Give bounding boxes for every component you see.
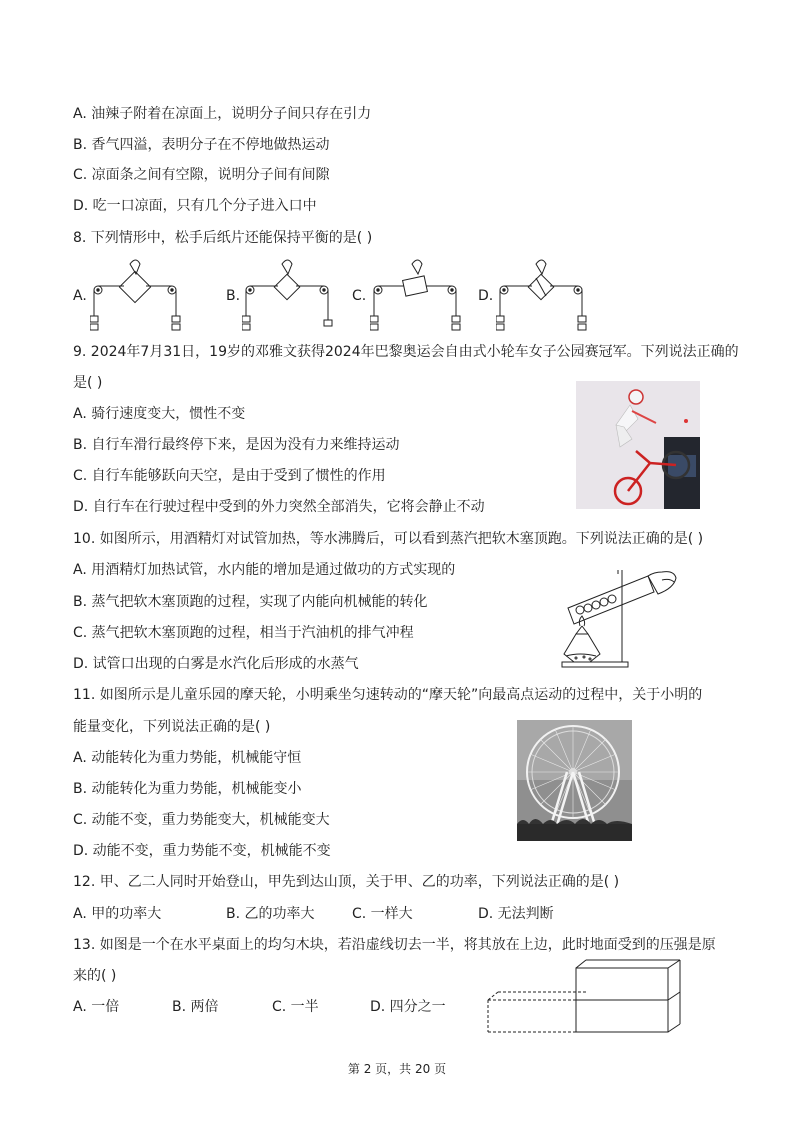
q8-figure-b [242,256,342,334]
page-footer: 第 2 页，共 20 页 [347,1062,447,1076]
q10-stem: 10. 如图所示，用酒精灯对试管加热，等水沸腾后，可以看到蒸汽把软木塞顶跑。下列说法正确的是( ) [73,531,704,547]
q13-option-b: B. 两倍 [172,999,219,1015]
q8-figure-d [496,256,596,334]
q13-stem-line2: 来的( ) [73,968,117,984]
q7-option-b: B. 香气四溢，表明分子在不停地做热运动 [73,137,330,153]
q12-option-c: C. 一样大 [352,906,413,922]
q7-option-a: A. 油辣子附着在凉面上，说明分子间只存在引力 [73,106,372,122]
q9-option-c: C. 自行车能够跃向天空，是由于受到了惯性的作用 [73,468,386,484]
q11-option-d: D. 动能不变，重力势能不变，机械能不变 [73,843,331,859]
q9-option-b: B. 自行车滑行最终停下来，是因为没有力来维持运动 [73,437,400,453]
q12-option-a: A. 甲的功率大 [73,906,162,922]
q7-option-c: C. 凉面条之间有空隙，说明分子间有间隙 [73,167,330,183]
q12-stem: 12. 甲、乙二人同时开始登山，甲先到达山顶，关于甲、乙的功率，下列说法正确的是( ) [73,874,620,890]
q12-options [73,905,554,923]
q8-label-d: D. [478,288,494,304]
q8-figure-a [90,256,190,334]
q8-label-c: C. [352,288,367,304]
q10-option-b: B. 蒸气把软木塞顶跑的过程，实现了内能向机械能的转化 [73,594,428,610]
q8-figure-c [370,256,470,334]
q10-option-c: C. 蒸气把软木塞顶跑的过程，相当于汽油机的排气冲程 [73,625,414,641]
q9-stem-line2: 是( ) [73,375,103,391]
q8-label-b: B. [226,288,241,304]
q13-options [73,998,446,1016]
ferris-wheel-photo [517,720,632,841]
q13-option-a: A. 一倍 [73,999,120,1015]
wooden-block-figure [486,958,684,1034]
q10-option-d: D. 试管口出现的白雾是水汽化后形成的水蒸气 [73,656,359,672]
q9-option-a: A. 骑行速度变大，惯性不变 [73,406,246,422]
q11-stem-line2: 能量变化，下列说法正确的是( ) [73,719,271,735]
q12-option-b: B. 乙的功率大 [226,906,315,922]
q11-stem-line1: 11. 如图所示是儿童乐园的摩天轮，小明乘坐匀速转动的“摩天轮”向最高点运动的过程中，关于小明的 [73,687,703,703]
q8-label-a: A. [73,288,87,304]
q9-stem-line1: 9. 2024年7月31日，19岁的邓雅文获得2024年巴黎奥运会自由式小轮车女子公园赛冠军。下列说法正确的 [73,344,739,360]
q8-stem: 8. 下列情形中，松手后纸片还能保持平衡的是( ) [73,230,373,246]
q7-option-d: D. 吃一口凉面，只有几个分子进入口中 [73,198,317,214]
q13-option-c: C. 一半 [272,999,319,1015]
q13-stem-line1: 13. 如图是一个在水平桌面上的均匀木块，若沿虚线切去一半，将其放在上边，此时地面受到的压强是原 [73,937,716,953]
q10-option-a: A. 用酒精灯加热试管，水内能的增加是通过做功的方式实现的 [73,562,456,578]
bmx-rider-photo [576,381,700,509]
q11-option-a: A. 动能转化为重力势能，机械能守恒 [73,750,302,766]
q11-option-b: B. 动能转化为重力势能，机械能变小 [73,781,302,797]
q12-option-d: D. 无法判断 [478,906,554,922]
q13-option-d: D. 四分之一 [370,999,446,1015]
test-tube-apparatus-figure [556,562,682,670]
q9-option-d: D. 自行车在行驶过程中受到的外力突然全部消失，它将会静止不动 [73,499,485,515]
q11-option-c: C. 动能不变，重力势能变大，机械能变大 [73,812,330,828]
